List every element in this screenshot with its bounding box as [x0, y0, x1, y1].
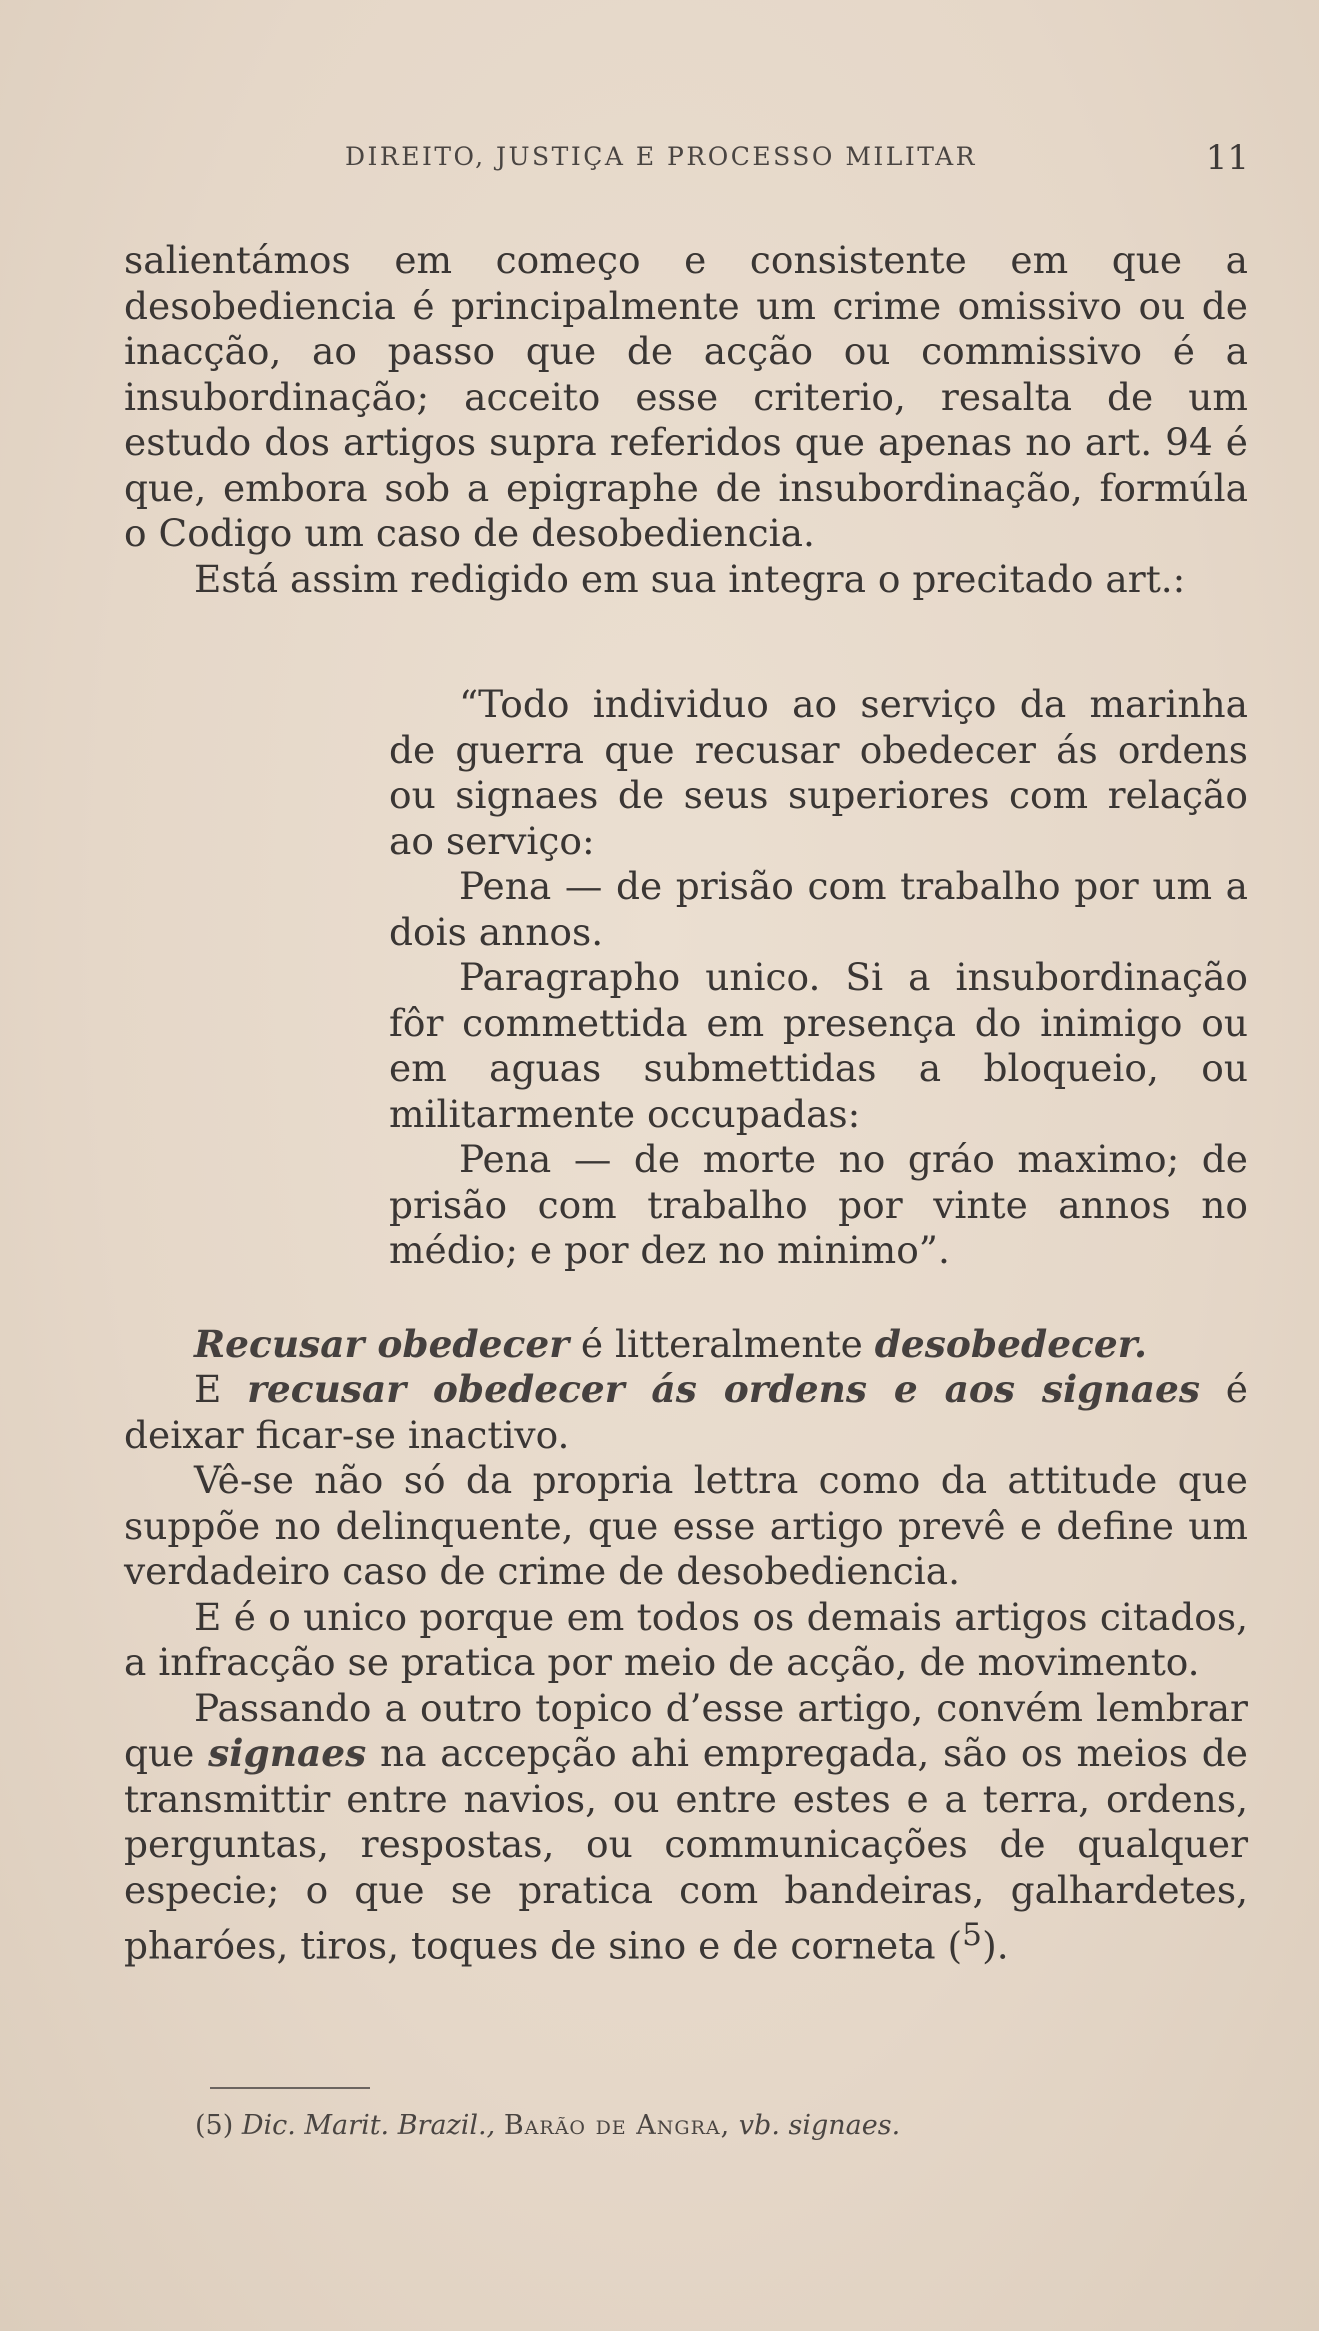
- paragraph-4-start: E: [194, 1367, 248, 1411]
- running-title: DIREITO, JUSTIÇA E PROCESSO MILITAR: [345, 142, 977, 171]
- paragraph-3: [124, 1322, 1248, 1368]
- footnote-reference[interactable]: 5: [962, 1917, 983, 1953]
- page-number: 11: [1205, 138, 1249, 178]
- paragraph-5: Vê-se não só da propria lettra como da attitude que suppõe no delinquente, que esse artigo prevê e define um verdadeiro caso de crime de desobediencia.: [124, 1458, 1248, 1593]
- paragraph-4-end: é deixar ficar-se inactivo.: [124, 1367, 1248, 1457]
- paragraph-1: salientámos em começo e consistente em que a desobediencia é principalmente um crime omissivo ou de inacção, ao passo que de acção ou commissivo é a insubordinação; acceito esse criterio, resalta de um estudo dos artigos supra referidos que apenas no art. 94 é que, embora sob a epigraphe de insubordinação, formúla o Codigo um caso de desobediencia.: [124, 238, 1248, 555]
- quoted-article-94: [389, 682, 1248, 1274]
- emphasis-recusar-obedecer: Recusar obedecer: [194, 1321, 569, 1366]
- quote-paragraph-1: “Todo individuo ao serviço da marinha de guerra que recusar obedecer ás ordens ou signaes de seus superiores com relação ao serviço:: [389, 682, 1248, 863]
- quote-paragraph-2: Pena — de prisão com trabalho por um a dois annos.: [389, 864, 1248, 954]
- quote-paragraph-4: Pena — de morte no gráo maximo; de prisão com trabalho por vinte annos no médio; e por dez no minimo”.: [389, 1137, 1248, 1272]
- emphasis-recusar-ordens: recusar obedecer ás ordens e aos signaes: [247, 1367, 1201, 1411]
- footnote-author: Barão de Angra,: [503, 2110, 731, 2141]
- paragraph-3-text: é litteralmente: [568, 1321, 875, 1366]
- footnote-marker: (5): [195, 2110, 234, 2141]
- footnote-source: Dic. Marit. Brazil.,: [241, 2110, 496, 2141]
- emphasis-desobedecer: desobedecer.: [874, 1321, 1148, 1366]
- paragraph-2: Está assim redigido em sua integra o precitado art.:: [194, 556, 1186, 601]
- paragraph-7-start: Passando a outro topico d’esse artigo, convém lembrar que: [124, 1685, 1248, 1775]
- footnote-divider: [210, 2087, 370, 2089]
- main-text: [124, 238, 1248, 1969]
- footnote-entry: vb. signaes.: [738, 2110, 901, 2141]
- quote-paragraph-3: Paragrapho unico. Si a insubordinação fôr commettida em presença do inimigo ou em aguas submettidas a bloqueio, ou militarmente occupadas:: [389, 955, 1248, 1136]
- paragraph-7-end: ).: [982, 1923, 1009, 1968]
- paragraph-6: E é o unico porque em todos os demais artigos citados, a infracção se pratica por meio de acção, de movimento.: [124, 1594, 1248, 1684]
- paragraph-4: [124, 1367, 1248, 1458]
- emphasis-signaes: signaes: [208, 1731, 367, 1775]
- paragraph-7: [124, 1686, 1248, 1970]
- paragraph-7-middle: na accepção ahi empregada, são os meios de transmittir entre navios, ou entre estes e a terra, ordens, perguntas, respostas, ou communicações de qualquer especie; o que se pratica com bandeiras, galhardetes, pharóes, tiros, toques de sino e de corneta (: [124, 1731, 1248, 1968]
- footnote: [195, 2110, 1195, 2141]
